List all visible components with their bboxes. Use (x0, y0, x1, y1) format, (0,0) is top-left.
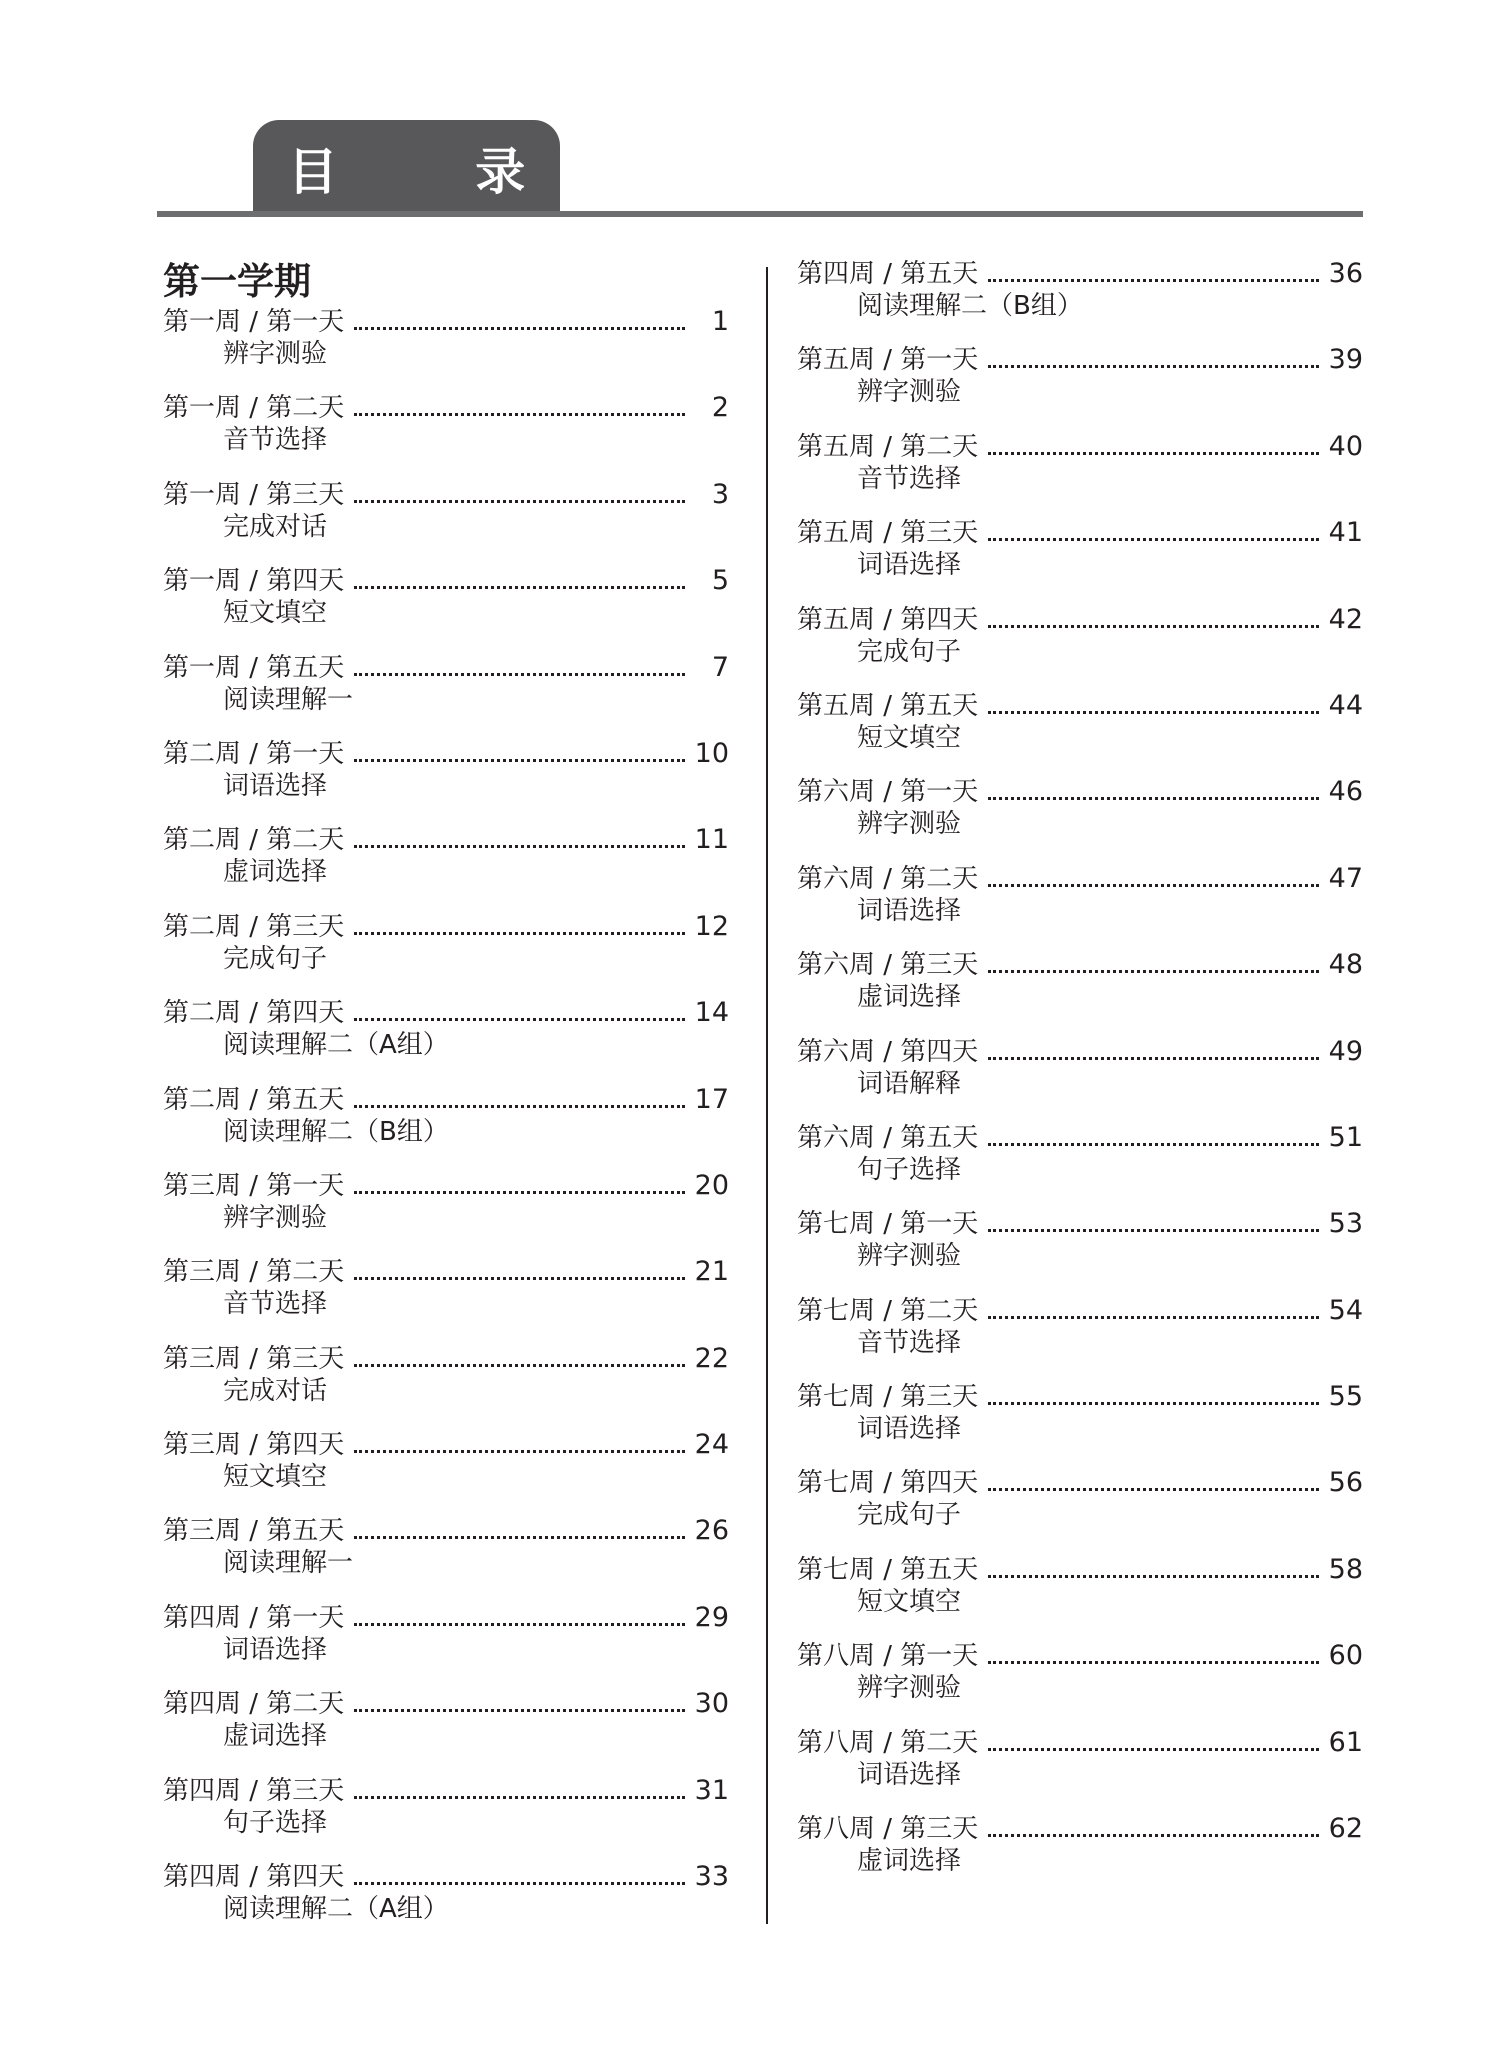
entry-page-number: 33 (694, 1861, 729, 1893)
toc-entry[interactable] (797, 1208, 1363, 1294)
entry-line (797, 431, 1363, 463)
entry-line (163, 306, 729, 338)
entry-page-number: 51 (1328, 1121, 1363, 1153)
entry-page-number: 36 (1328, 258, 1363, 289)
dot-leader (988, 797, 1319, 800)
dot-leader (354, 1796, 685, 1799)
entry-line (797, 1727, 1363, 1759)
entry-subtitle: 词语选择 (857, 895, 962, 926)
toc-entry[interactable] (163, 911, 729, 997)
entry-title: 第一周 / 第五天 (163, 652, 345, 683)
entry-line (797, 1467, 1363, 1499)
entry-line (163, 1256, 729, 1288)
toc-entry[interactable] (797, 776, 1363, 862)
entry-line (797, 1813, 1363, 1845)
entry-subtitle: 短文填空 (223, 598, 328, 629)
entry-line (163, 738, 729, 770)
entry-page-number: 41 (1328, 517, 1363, 549)
dot-leader (988, 1143, 1319, 1146)
entry-subtitle: 阅读理解二（A组） (223, 1030, 449, 1061)
entry-title: 第八周 / 第三天 (797, 1814, 979, 1845)
entry-page-number: 17 (694, 1083, 729, 1115)
entry-subtitle: 虚词选择 (857, 1846, 962, 1877)
entry-page-number: 47 (1328, 862, 1363, 894)
entry-page-number: 39 (1328, 344, 1363, 376)
entry-line (797, 690, 1363, 722)
dot-leader (988, 1402, 1319, 1405)
entry-line (163, 1084, 729, 1116)
toc-entry[interactable] (163, 1515, 729, 1601)
entry-line (797, 344, 1363, 376)
toc-entry[interactable] (797, 1122, 1363, 1208)
entry-page-number: 31 (694, 1774, 729, 1806)
entry-line (797, 949, 1363, 981)
entry-line (797, 604, 1363, 636)
toc-entry[interactable] (163, 1688, 729, 1774)
dot-leader (988, 538, 1319, 541)
dot-leader (988, 970, 1319, 973)
entry-line (163, 392, 729, 424)
dot-leader (988, 1316, 1319, 1319)
term-heading: 第一学期 (163, 260, 311, 303)
entry-title: 第一周 / 第二天 (163, 393, 345, 424)
entry-title: 第六周 / 第五天 (797, 1122, 979, 1153)
entry-line (797, 1295, 1363, 1327)
entry-title: 第六周 / 第三天 (797, 950, 979, 981)
entry-line (163, 911, 729, 943)
entry-title: 第七周 / 第二天 (797, 1295, 979, 1326)
toc-list-left (163, 306, 729, 1947)
entry-page-number: 20 (694, 1169, 729, 1201)
entry-subtitle: 词语选择 (223, 770, 328, 801)
dot-leader (354, 1450, 685, 1453)
entry-subtitle: 辨字测验 (223, 1202, 328, 1233)
entry-page-number: 24 (694, 1429, 729, 1461)
toc-entry[interactable] (163, 1343, 729, 1429)
entry-page-number: 54 (1328, 1294, 1363, 1326)
entry-page-number: 3 (711, 478, 729, 510)
entry-subtitle: 短文填空 (857, 1586, 962, 1617)
entry-title: 第一周 / 第三天 (163, 479, 345, 510)
entry-title: 第六周 / 第一天 (797, 777, 979, 808)
toc-entry[interactable] (797, 1381, 1363, 1467)
entry-title: 第三周 / 第五天 (163, 1516, 345, 1547)
entry-subtitle: 短文填空 (223, 1462, 328, 1493)
toc-entry[interactable] (797, 949, 1363, 1035)
toc-right-column (797, 258, 1363, 1899)
entry-subtitle: 词语选择 (857, 1759, 962, 1790)
dot-leader (354, 932, 685, 935)
dot-leader (988, 1748, 1319, 1751)
entry-line (163, 1343, 729, 1375)
dot-leader (988, 1661, 1319, 1664)
entry-page-number: 22 (694, 1342, 729, 1374)
entry-subtitle: 阅读理解二（B组） (223, 1116, 449, 1147)
entry-page-number: 60 (1328, 1640, 1363, 1672)
dot-leader (354, 845, 685, 848)
entry-page-number: 1 (711, 306, 729, 337)
entry-title: 第二周 / 第二天 (163, 825, 345, 856)
entry-line (797, 1208, 1363, 1240)
dot-leader (354, 500, 685, 503)
entry-title: 第二周 / 第四天 (163, 998, 345, 1029)
entry-subtitle: 词语选择 (857, 550, 962, 581)
entry-subtitle: 完成对话 (223, 1375, 328, 1406)
toc-entry[interactable] (163, 738, 729, 824)
toc-entry[interactable] (797, 1554, 1363, 1640)
entry-title: 第五周 / 第二天 (797, 431, 979, 462)
toc-title: 目 录 (287, 142, 586, 201)
entry-subtitle: 音节选择 (223, 425, 328, 456)
dot-leader (988, 625, 1319, 628)
entry-subtitle: 词语解释 (857, 1068, 962, 1099)
entry-page-number: 40 (1328, 430, 1363, 462)
entry-subtitle: 辨字测验 (857, 1241, 962, 1272)
entry-title: 第三周 / 第二天 (163, 1257, 345, 1288)
toc-entry[interactable] (797, 1295, 1363, 1381)
entry-page-number: 7 (711, 651, 729, 683)
header-rule (157, 211, 1363, 217)
entry-line (163, 479, 729, 511)
entry-title: 第四周 / 第四天 (163, 1862, 345, 1893)
toc-entry[interactable] (797, 344, 1363, 430)
entry-subtitle: 辨字测验 (857, 809, 962, 840)
entry-title: 第二周 / 第三天 (163, 911, 345, 942)
entry-line (797, 1381, 1363, 1413)
entry-title: 第五周 / 第五天 (797, 690, 979, 721)
entry-title: 第一周 / 第四天 (163, 566, 345, 597)
entry-page-number: 62 (1328, 1813, 1363, 1845)
entry-title: 第六周 / 第二天 (797, 863, 979, 894)
dot-leader (988, 1575, 1319, 1578)
entry-subtitle: 完成句子 (857, 1500, 962, 1531)
entry-title: 第四周 / 第一天 (163, 1602, 345, 1633)
entry-page-number: 10 (694, 737, 729, 769)
entry-title: 第四周 / 第三天 (163, 1775, 345, 1806)
entry-line (163, 565, 729, 597)
dot-leader (988, 1488, 1319, 1491)
entry-subtitle: 音节选择 (857, 463, 962, 494)
entry-title: 第三周 / 第四天 (163, 1430, 345, 1461)
entry-title: 第六周 / 第四天 (797, 1036, 979, 1067)
entry-title: 第一周 / 第一天 (163, 307, 345, 337)
entry-title: 第二周 / 第一天 (163, 738, 345, 769)
dot-leader (988, 711, 1319, 714)
dot-leader (988, 279, 1319, 282)
entry-page-number: 21 (694, 1256, 729, 1288)
toc-entry[interactable] (163, 652, 729, 738)
entry-page-number: 42 (1328, 603, 1363, 635)
entry-page-number: 12 (694, 910, 729, 942)
entry-page-number: 5 (711, 565, 729, 597)
dot-leader (354, 1882, 685, 1885)
entry-title: 第三周 / 第一天 (163, 1170, 345, 1201)
dot-leader (988, 1057, 1319, 1060)
entry-line (797, 1122, 1363, 1154)
entry-title: 第七周 / 第四天 (797, 1468, 979, 1499)
dot-leader (354, 673, 685, 676)
toc-entry[interactable] (163, 306, 729, 392)
toc-entry[interactable] (163, 1170, 729, 1256)
entry-line (797, 1036, 1363, 1068)
entry-page-number: 46 (1328, 776, 1363, 808)
toc-entry[interactable] (797, 604, 1363, 690)
entry-line (797, 1554, 1363, 1586)
toc-entry[interactable] (163, 565, 729, 651)
entry-title: 第四周 / 第二天 (163, 1689, 345, 1720)
entry-line (163, 1515, 729, 1547)
entry-subtitle: 虚词选择 (857, 982, 962, 1013)
entry-line (163, 1429, 729, 1461)
entry-page-number: 2 (711, 392, 729, 424)
entry-line (797, 776, 1363, 808)
dot-leader (354, 1018, 685, 1021)
entry-line (163, 1775, 729, 1807)
entry-page-number: 56 (1328, 1467, 1363, 1499)
entry-subtitle: 短文填空 (857, 722, 962, 753)
entry-subtitle: 句子选择 (857, 1154, 962, 1185)
dot-leader (988, 365, 1319, 368)
entry-subtitle: 辨字测验 (857, 377, 962, 408)
entry-line (163, 1861, 729, 1893)
dot-leader (988, 1229, 1319, 1232)
entry-page-number: 61 (1328, 1726, 1363, 1758)
entry-line (797, 863, 1363, 895)
entry-line (163, 1170, 729, 1202)
dot-leader (354, 1709, 685, 1712)
entry-line (163, 1602, 729, 1634)
dot-leader (988, 452, 1319, 455)
entry-page-number: 53 (1328, 1208, 1363, 1240)
toc-entry[interactable] (163, 1256, 729, 1342)
toc-entry[interactable] (163, 479, 729, 565)
dot-leader (988, 884, 1319, 887)
entry-subtitle: 词语选择 (223, 1634, 328, 1665)
dot-leader (354, 1105, 685, 1108)
toc-entry[interactable] (797, 1467, 1363, 1553)
entry-line (163, 652, 729, 684)
toc-entry[interactable] (797, 690, 1363, 776)
toc-entry[interactable] (163, 1429, 729, 1515)
entry-line (797, 258, 1363, 290)
entry-page-number: 26 (694, 1515, 729, 1547)
entry-subtitle: 音节选择 (223, 1289, 328, 1320)
entry-subtitle: 完成句子 (223, 943, 328, 974)
toc-entry[interactable] (797, 1036, 1363, 1122)
entry-title: 第五周 / 第四天 (797, 604, 979, 635)
toc-entry[interactable] (163, 1602, 729, 1688)
entry-subtitle: 音节选择 (857, 1327, 962, 1358)
toc-entry[interactable] (797, 1813, 1363, 1899)
dot-leader (354, 1536, 685, 1539)
entry-page-number: 58 (1328, 1553, 1363, 1585)
entry-subtitle: 虚词选择 (223, 857, 328, 888)
toc-list-right (797, 258, 1363, 1899)
toc-entry[interactable] (163, 997, 729, 1083)
entry-page-number: 48 (1328, 949, 1363, 981)
dot-leader (354, 759, 685, 762)
toc-entry[interactable] (163, 824, 729, 910)
toc-entry[interactable] (163, 1084, 729, 1170)
entry-page-number: 55 (1328, 1381, 1363, 1413)
toc-entry[interactable] (163, 1861, 729, 1947)
entry-title: 第八周 / 第一天 (797, 1641, 979, 1672)
entry-line (163, 1688, 729, 1720)
entry-line (797, 1640, 1363, 1672)
entry-title: 第七周 / 第一天 (797, 1209, 979, 1240)
dot-leader (354, 327, 685, 330)
toc-entry[interactable] (797, 517, 1363, 603)
entry-page-number: 49 (1328, 1035, 1363, 1067)
entry-title: 第七周 / 第三天 (797, 1382, 979, 1413)
entry-subtitle: 阅读理解二（B组） (857, 291, 1083, 321)
toc-entry[interactable] (163, 392, 729, 478)
entry-subtitle: 完成对话 (223, 511, 328, 542)
entry-title: 第二周 / 第五天 (163, 1084, 345, 1115)
toc-entry[interactable] (163, 1775, 729, 1861)
entry-line (797, 517, 1363, 549)
toc-entry[interactable] (797, 1727, 1363, 1813)
toc-entry[interactable] (797, 1640, 1363, 1726)
entry-title: 第四周 / 第五天 (797, 259, 979, 289)
toc-left-column (163, 258, 729, 1947)
entry-subtitle: 完成句子 (857, 636, 962, 667)
dot-leader (354, 1364, 685, 1367)
dot-leader (354, 1277, 685, 1280)
toc-entry[interactable] (797, 863, 1363, 949)
entry-title: 第五周 / 第一天 (797, 345, 979, 376)
entry-page-number: 11 (694, 824, 729, 856)
entry-line (163, 824, 729, 856)
toc-entry[interactable] (797, 258, 1363, 344)
entry-title: 第三周 / 第三天 (163, 1343, 345, 1374)
entry-subtitle: 阅读理解一 (223, 684, 354, 715)
entry-title: 第八周 / 第二天 (797, 1727, 979, 1758)
toc-title-tab (253, 120, 586, 215)
entry-subtitle: 阅读理解一 (223, 1548, 354, 1579)
column-divider (766, 267, 768, 1924)
entry-page-number: 44 (1328, 689, 1363, 721)
entry-subtitle: 辨字测验 (857, 1673, 962, 1704)
entry-subtitle: 句子选择 (223, 1807, 328, 1838)
entry-line (163, 997, 729, 1029)
dot-leader (354, 586, 685, 589)
dot-leader (354, 1623, 685, 1626)
entry-page-number: 14 (694, 997, 729, 1029)
toc-entry[interactable] (797, 431, 1363, 517)
entry-subtitle: 阅读理解二（A组） (223, 1894, 449, 1925)
entry-subtitle: 辨字测验 (223, 339, 328, 369)
dot-leader (354, 1191, 685, 1194)
entry-page-number: 30 (694, 1688, 729, 1720)
dot-leader (354, 413, 685, 416)
entry-title: 第五周 / 第三天 (797, 518, 979, 549)
dot-leader (988, 1834, 1319, 1837)
entry-subtitle: 虚词选择 (223, 1721, 328, 1752)
entry-subtitle: 词语选择 (857, 1414, 962, 1445)
entry-page-number: 29 (694, 1601, 729, 1633)
entry-title: 第七周 / 第五天 (797, 1554, 979, 1585)
